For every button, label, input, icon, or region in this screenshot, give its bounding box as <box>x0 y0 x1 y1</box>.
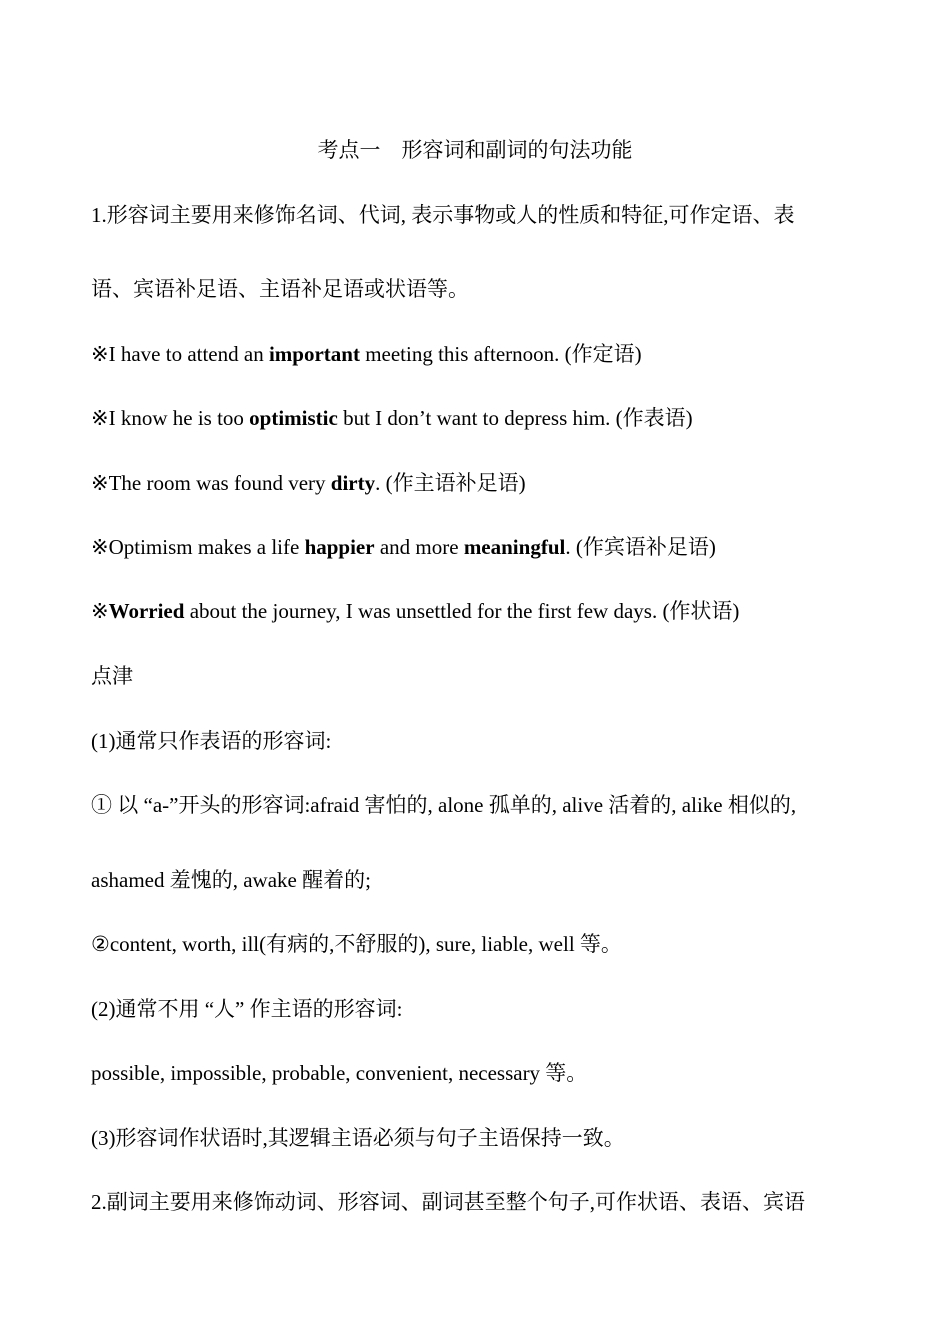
example-keyword: optimistic <box>249 406 338 430</box>
example-keyword: dirty <box>330 471 376 495</box>
dianjin-heading: 点津 <box>91 664 133 688</box>
example-keyword: Worried <box>108 599 185 623</box>
example-text: ※ <box>91 599 109 623</box>
example-text: meeting this afternoon. (作定语) <box>359 342 642 366</box>
example-text: ※Optimism makes a life <box>91 535 305 559</box>
paragraph-1-line-2: 语、宾语补足语、主语补足语或状语等。 <box>91 277 469 301</box>
note-2-body: possible, impossible, probable, convenient, necessary 等。 <box>91 1061 588 1085</box>
example-keyword: meaningful <box>463 535 566 559</box>
note-3: (3)形容词作状语时,其逻辑主语必须与句子主语保持一致。 <box>91 1126 625 1150</box>
example-sentence-1 <box>91 340 861 368</box>
example-text: ※I have to attend an <box>91 342 269 366</box>
note-1-item-1-line-2: ashamed 羞愧的, awake 醒着的; <box>91 868 371 892</box>
example-sentence-4 <box>91 533 861 561</box>
example-text: ※The room was found very <box>91 471 331 495</box>
example-keyword: important <box>268 342 360 366</box>
example-sentence-5 <box>91 597 861 625</box>
example-text: . (作主语补足语) <box>375 471 526 495</box>
example-text: about the journey, I was unsettled for the first few days. (作状语) <box>184 599 740 623</box>
example-text: and more <box>374 535 464 559</box>
example-text: ※I know he is too <box>91 406 250 430</box>
example-sentence-2 <box>91 404 861 432</box>
example-text: but I don’t want to depress him. (作表语) <box>337 406 693 430</box>
page-title: 考点一 形容词和副词的句法功能 <box>317 138 633 162</box>
note-1-item-2: ②content, worth, ill(有病的,不舒服的), sure, liable, well 等。 <box>91 932 622 956</box>
note-1-heading: (1)通常只作表语的形容词: <box>91 729 332 753</box>
paragraph-2-line-1: 2.副词主要用来修饰动词、形容词、副词甚至整个句子,可作状语、表语、宾语 <box>91 1190 805 1214</box>
note-2-heading: (2)通常不用 “人” 作主语的形容词: <box>91 997 403 1021</box>
example-keyword: happier <box>304 535 375 559</box>
example-sentence-3 <box>91 469 861 497</box>
note-1-item-1-line-1: ① 以 “a-”开头的形容词:afraid 害怕的, alone 孤单的, alive 活着的, alike 相似的, <box>91 793 797 817</box>
example-text: . (作宾语补足语) <box>565 535 716 559</box>
paragraph-1-line-1: 1.形容词主要用来修饰名词、代词, 表示事物或人的性质和特征,可作定语、表 <box>91 203 795 227</box>
